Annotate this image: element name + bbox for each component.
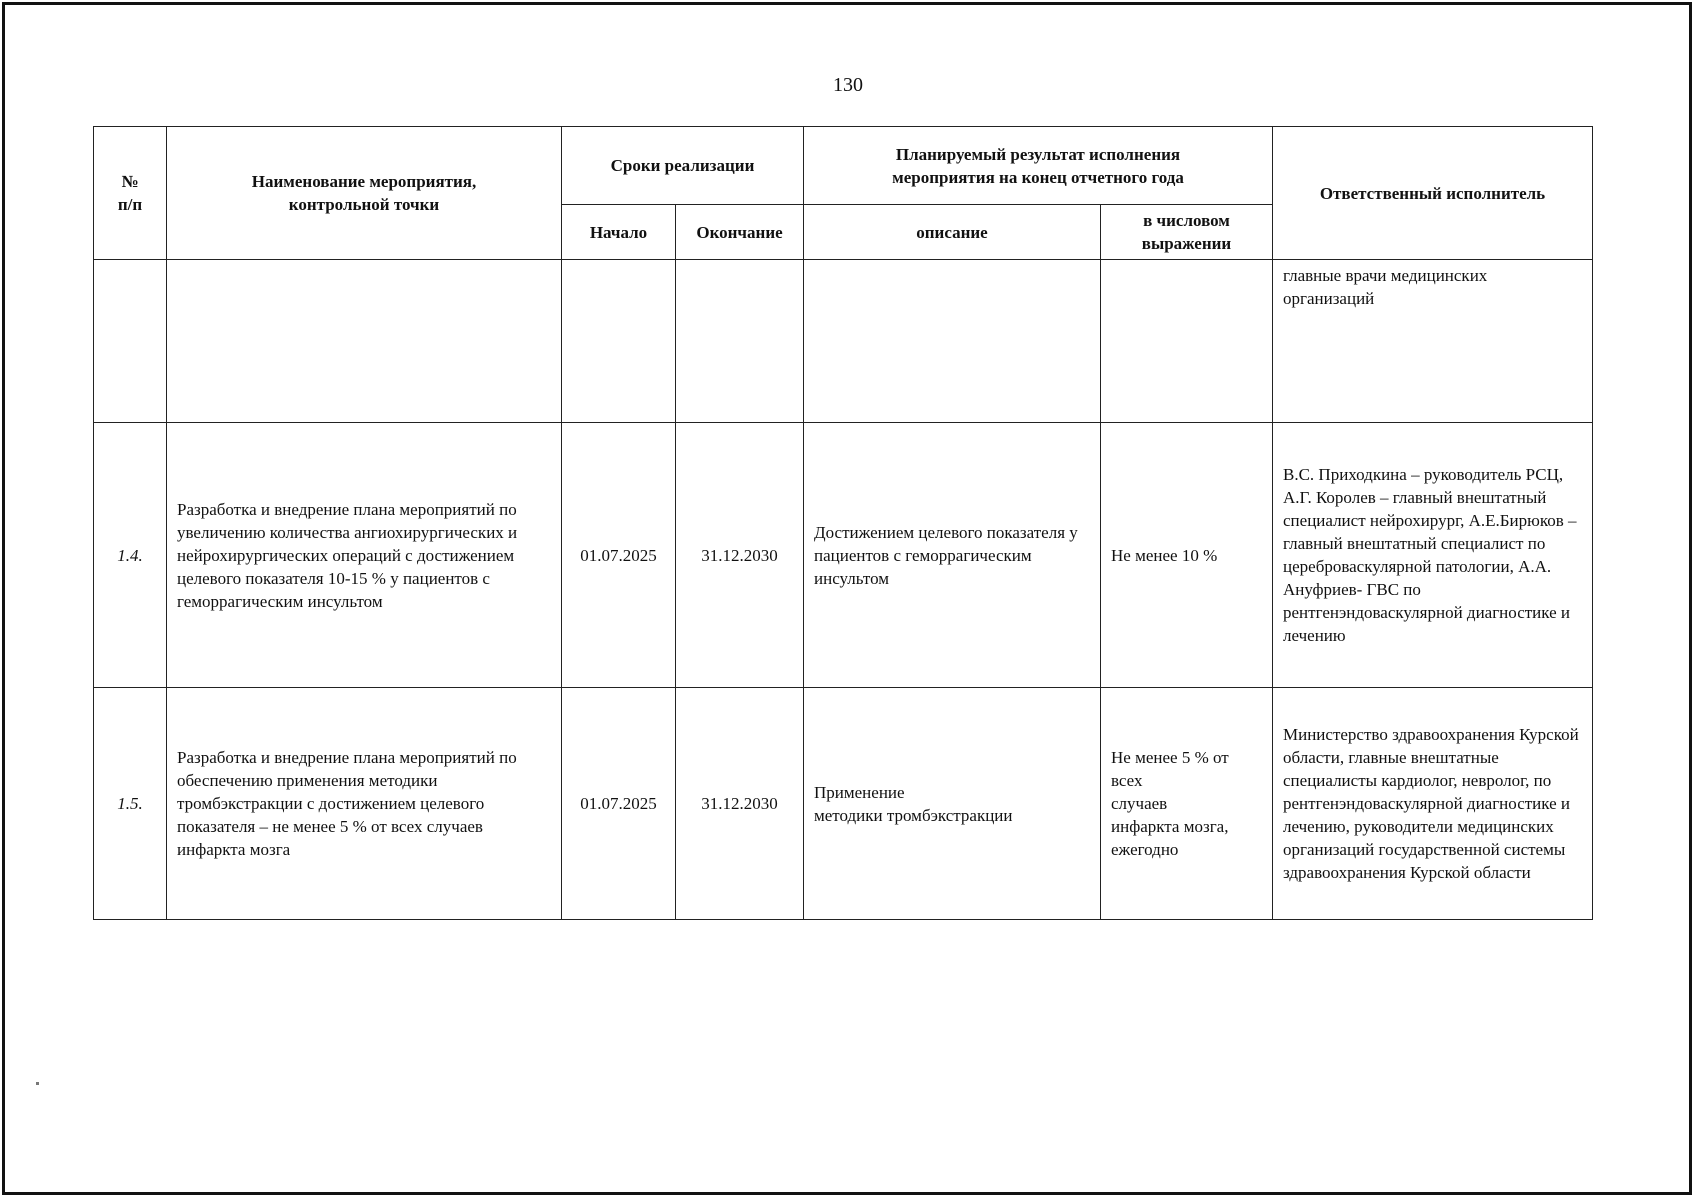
row-end: 31.12.2030 [676, 688, 804, 920]
row-responsible: Министерство здравоохранения Курской области, главные внештатные специалисты кардиолог, невролог, по рентгенэндоваскулярной диагностике и лечению, руководители медицинских организаций государственной системы здравоохранения Курской области [1273, 688, 1593, 920]
header-num: № п/п [94, 127, 167, 260]
header-name: Наименование мероприятия, контрольной точки [167, 127, 562, 260]
row-name: Разработка и внедрение плана мероприятий по увеличению количества ангиохирургических и нейрохирургических операций с достижением целевого показателя 10-15 % у пациентов с геморрагическим инсультом [167, 423, 562, 688]
row-num: 1.5. [94, 688, 167, 920]
page-number: 130 [833, 74, 863, 96]
header-description: описание [804, 205, 1101, 260]
measures-table [93, 126, 1593, 920]
row-responsible: главные врачи медицинских организаций [1273, 260, 1593, 423]
row-end: 31.12.2030 [676, 423, 804, 688]
header-responsible: Ответственный исполнитель [1273, 127, 1593, 260]
row-numeric: Не менее 5 % от всех случаев инфаркта мозга, ежегодно [1101, 688, 1273, 920]
row-num: 1.4. [94, 423, 167, 688]
row-start: 01.07.2025 [562, 688, 676, 920]
row-numeric: Не менее 10 % [1101, 423, 1273, 688]
header-numeric: в числовом выражении [1101, 205, 1273, 260]
row-numeric [1101, 260, 1273, 423]
table-row [94, 688, 1593, 920]
row-end [676, 260, 804, 423]
row-num [94, 260, 167, 423]
row-responsible: В.С. Приходкина – руководитель РСЦ, А.Г. Королев – главный внештатный специалист нейрохирург, А.Е.Бирюков – главный внештатный специалист по цереброваскулярной патологии, А.А. Ануфриев- ГВС по рентгенэндоваскулярной диагностике и лечению [1273, 423, 1593, 688]
scan-speck [36, 1082, 39, 1085]
header-end: Окончание [676, 205, 804, 260]
header-row-1 [94, 127, 1593, 205]
header-terms: Сроки реализации [562, 127, 804, 205]
row-start [562, 260, 676, 423]
header-result: Планируемый результат исполнения мероприятия на конец отчетного года [804, 127, 1273, 205]
header-start: Начало [562, 205, 676, 260]
row-description: Применение методики тромбэкстракции [804, 688, 1101, 920]
table-row [94, 423, 1593, 688]
row-start: 01.07.2025 [562, 423, 676, 688]
row-name: Разработка и внедрение плана мероприятий по обеспечению применения методики тромбэкстракции с достижением целевого показателя – не менее 5 % от всех случаев инфаркта мозга [167, 688, 562, 920]
table-row [94, 260, 1593, 423]
row-description: Достижением целевого показателя у пациентов с геморрагическим инсультом [804, 423, 1101, 688]
row-name [167, 260, 562, 423]
row-description [804, 260, 1101, 423]
